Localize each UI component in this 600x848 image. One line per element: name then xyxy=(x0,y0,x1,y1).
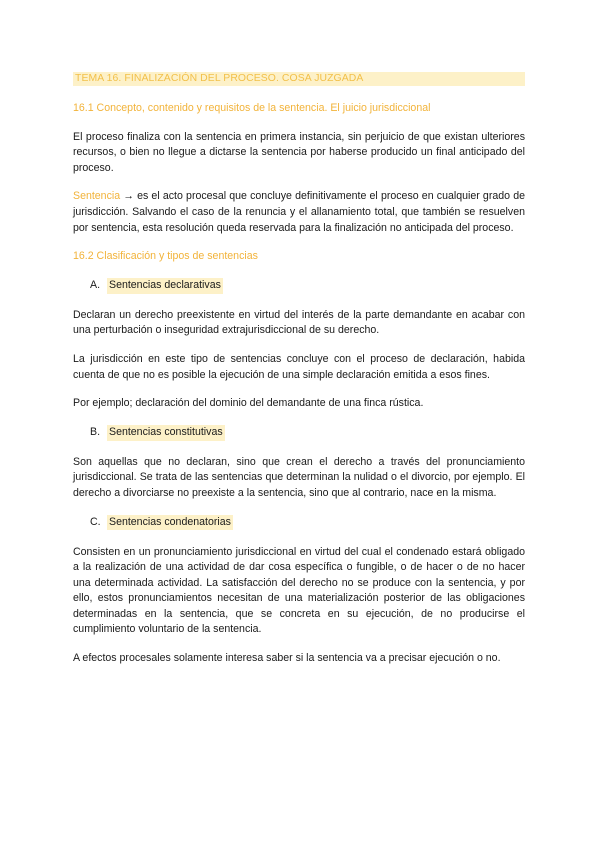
subsection-b-heading xyxy=(90,425,525,441)
subsection-a-heading xyxy=(90,278,525,294)
subsection-a-title: Sentencias declarativas xyxy=(107,278,223,294)
subsection-b-letter: B. xyxy=(90,425,101,438)
term-definition: → es el acto procesal que concluye definitivamente el proceso en cualquier grado de jurisdicción. Salvando el caso de la renuncia y el allanamiento total, que también se resuelven por sentencia, esta resolución queda reservada para la finalización no anticipada del proceso. xyxy=(73,190,525,234)
subsection-c-heading xyxy=(90,515,525,531)
paragraph-condenatorias: Consisten en un pronunciamiento jurisdiccional en virtud del cual el condenado estará obligado a la realización de una actividad de dar cosa específica o fungible, o de hacer o de no hacer una determinada actividad. La satisfacción del derecho no se produce con la sentencia, y por ello, estos pronunciamientos necesitan de una materialización posterior de las obligaciones determinadas en la sentencia, que se concreta en su ejecución, de no producirse el cumplimiento voluntario de la sentencia. xyxy=(73,545,525,636)
paragraph-efectos-procesales: A efectos procesales solamente interesa saber si la sentencia va a precisar ejecución o no. xyxy=(73,652,501,665)
paragraph-proceso-finaliza: El proceso finaliza con la sentencia en primera instancia, sin perjuicio de que existan ulteriores recursos, o bien no llegue a dictarse la sentencia por haberse producido un final anticipado del proceso. xyxy=(73,130,525,174)
section-heading-16-1: 16.1 Concepto, contenido y requisitos de la sentencia. El juicio jurisdiccional xyxy=(73,102,431,114)
paragraph-declarativas-1: Declaran un derecho preexistente en virtud del interés de la parte demandante en acabar con una perturbación o inseguridad extrajurisdiccional de su derecho. xyxy=(73,308,525,337)
paragraph-declarativas-example: Por ejemplo; declaración del dominio del demandante de una finca rústica. xyxy=(73,397,424,410)
topic-title: TEMA 16. FINALIZACIÓN DEL PROCESO. COSA JUZGADA xyxy=(73,72,525,86)
subsection-c-letter: C. xyxy=(90,515,101,528)
term-sentencia: Sentencia xyxy=(73,190,121,203)
subsection-c-title: Sentencias condenatorias xyxy=(107,515,233,531)
paragraph-declarativas-2: La jurisdicción en este tipo de sentencias concluye con el proceso de declaración, habida cuenta de que no es posible la ejecución de una simple declaración emitida a esos fines. xyxy=(73,352,525,381)
section-heading-16-2: 16.2 Clasificación y tipos de sentencias xyxy=(73,250,258,263)
subsection-a-letter: A. xyxy=(90,278,101,291)
subsection-b-title: Sentencias constitutivas xyxy=(107,425,225,441)
document-content xyxy=(73,72,525,680)
paragraph-sentencia-definition xyxy=(73,189,525,236)
paragraph-constitutivas: Son aquellas que no declaran, sino que crean el derecho a través del pronunciamiento jurisdiccional. Se trata de las sentencias que determinan la nulidad o el divorcio, por ejemplo. El derecho a divorciarse no preexiste a la sentencia, sino que al contrario, nace en la misma. xyxy=(73,455,525,499)
